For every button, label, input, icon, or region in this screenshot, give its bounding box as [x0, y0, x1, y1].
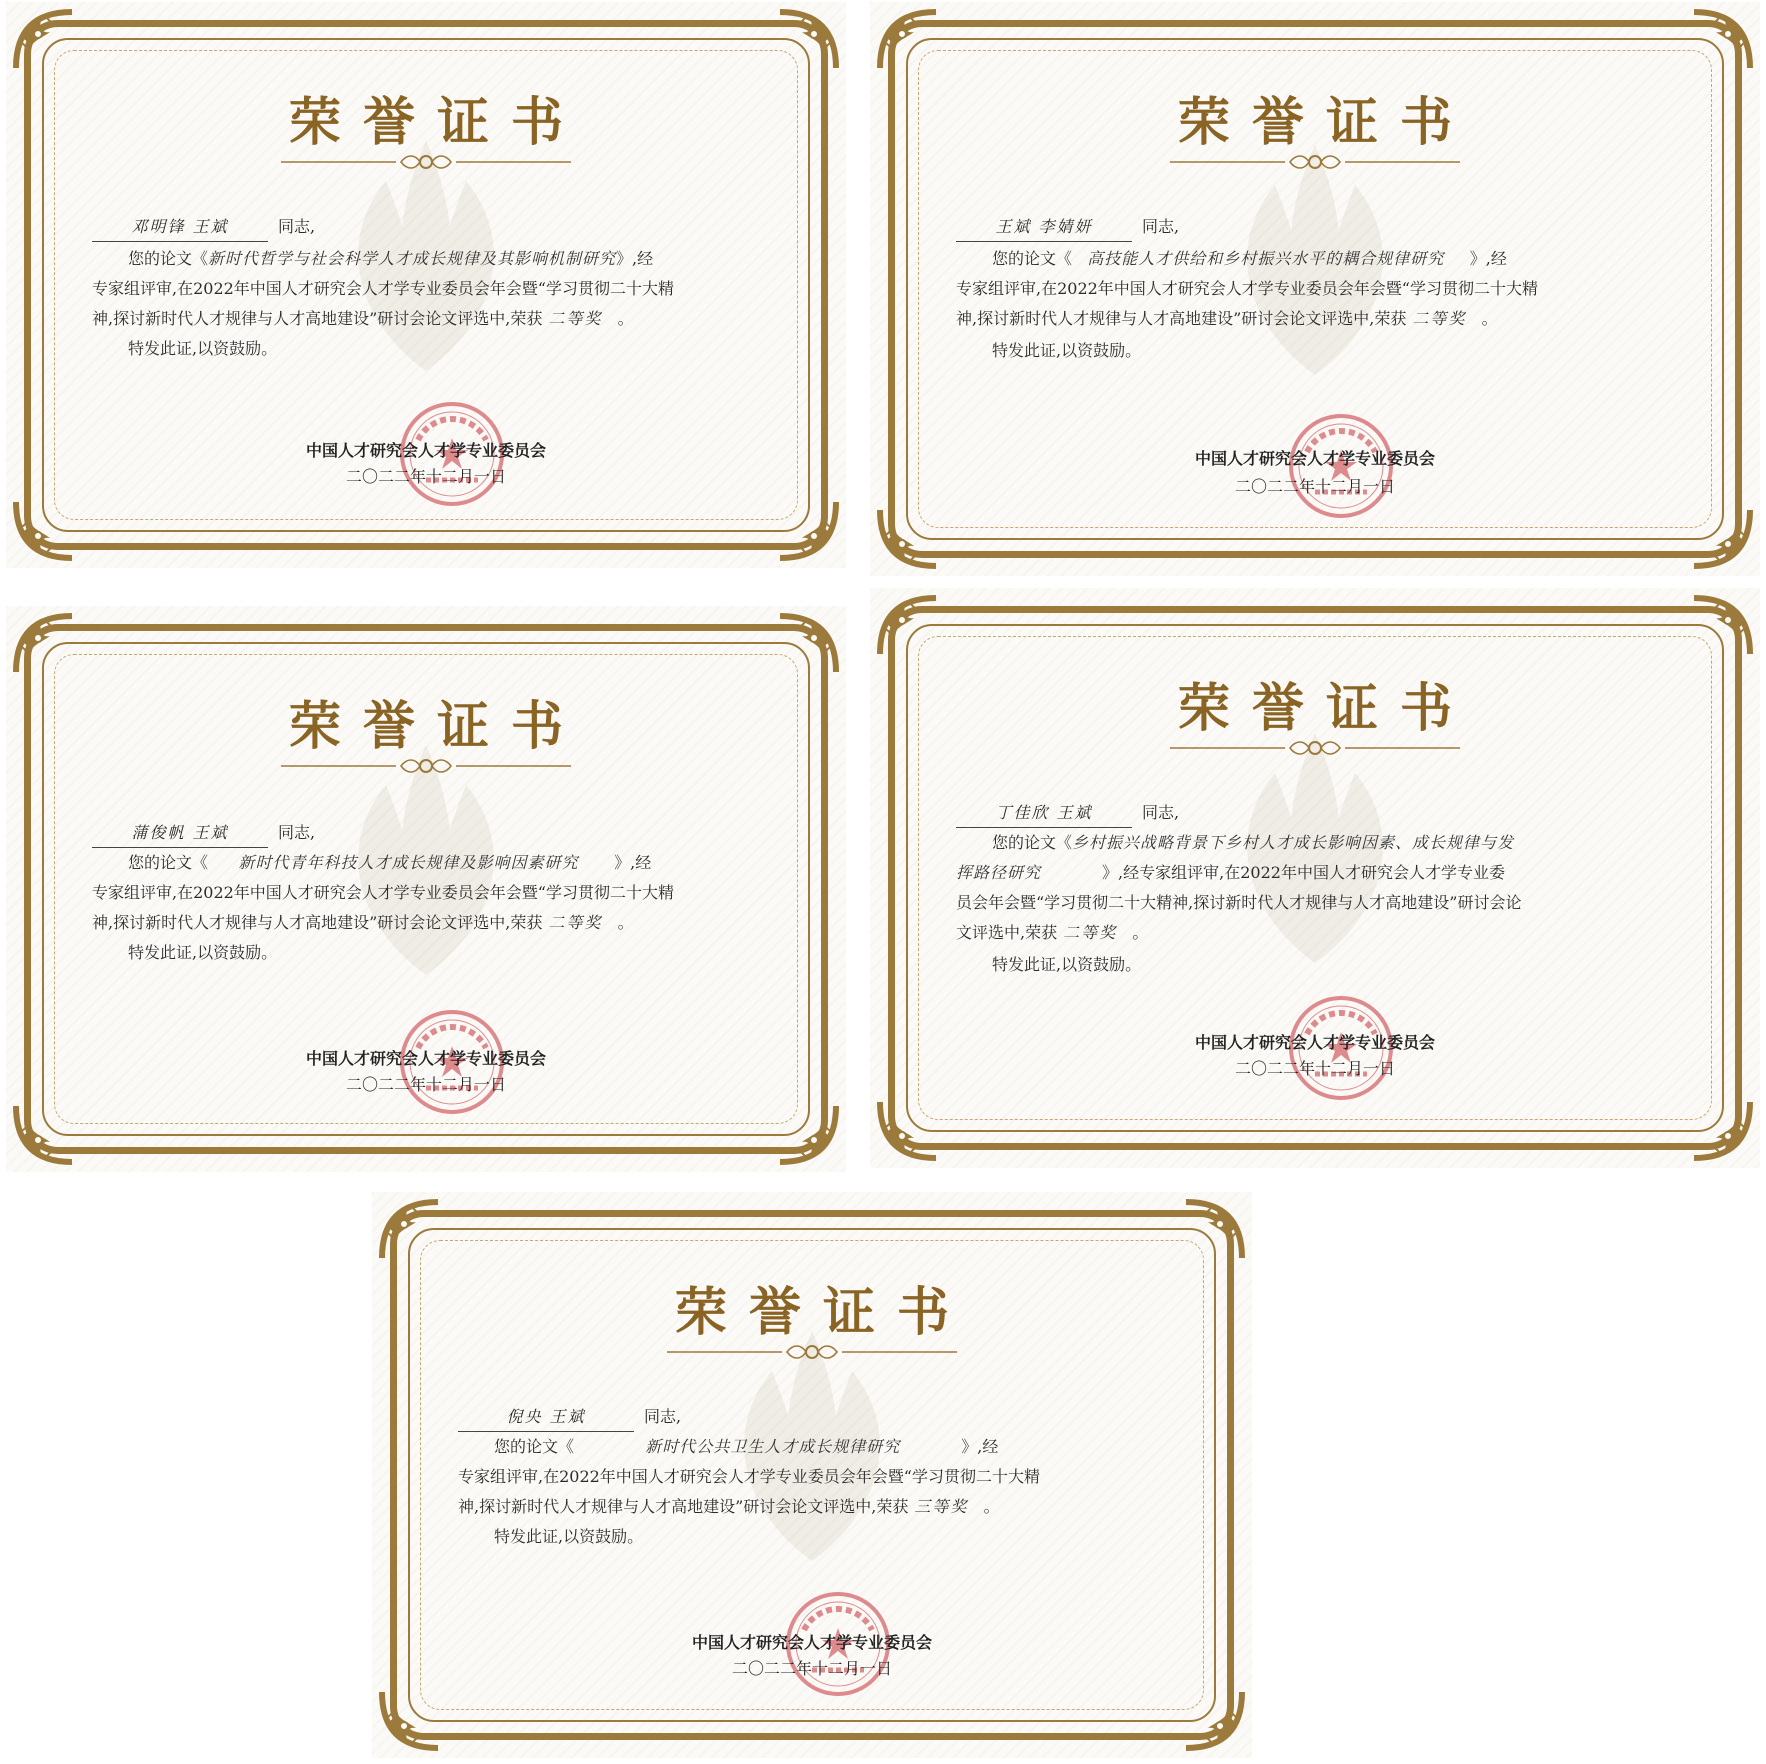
closing-line: 特发此证,以资鼓励。	[128, 943, 278, 962]
issue-date: 二〇二二年十二月一日	[731, 1659, 892, 1678]
recipient-names: 丁佳欣 王斌	[956, 798, 1132, 828]
recipient-line	[956, 798, 1684, 828]
award-level: 三等奖	[914, 1497, 969, 1516]
paper-line	[92, 848, 770, 877]
certificate-title: 荣誉证书	[674, 1282, 971, 1343]
paper-prefix: 您的论文《	[992, 249, 1073, 268]
paper-suffix: 》,经	[1469, 249, 1507, 268]
body-line: 神,探讨新时代人才规律与人才高地建设”研讨会论文评选中,荣获	[458, 1497, 909, 1516]
period: 。	[617, 309, 634, 328]
award-level: 二等奖	[1063, 923, 1118, 942]
salutation: 同志,	[1142, 803, 1180, 822]
recipient-line	[956, 212, 1684, 242]
title-ornament-rule	[667, 1342, 957, 1362]
corner-ornament-icon	[1182, 1198, 1246, 1262]
salutation: 同志,	[644, 1407, 682, 1426]
issuing-organization: 中国人才研究会人才学专业委员会	[305, 441, 546, 460]
paper-suffix: 》,经专家组评审,在2022年中国人才研究会人才学专业委	[1102, 863, 1505, 882]
paper-title: 新时代青年科技人才成长规律及影响因素研究	[238, 853, 579, 872]
corner-ornament-icon	[876, 1098, 940, 1162]
certificate-title: 荣誉证书	[1177, 92, 1474, 153]
body-line: 文评选中,荣获	[956, 923, 1058, 942]
salutation: 同志,	[278, 823, 316, 842]
corner-ornament-icon	[1690, 1098, 1754, 1162]
corner-ornament-icon	[378, 1688, 442, 1752]
closing-line: 特发此证,以资鼓励。	[494, 1527, 644, 1546]
paper-title: 高技能人才供给和乡村振兴水平的耦合规律研究	[1087, 249, 1445, 268]
award-line	[92, 908, 770, 937]
certificate-title: 荣誉证书	[288, 696, 585, 757]
paper-prefix: 您的论文《	[494, 1437, 575, 1456]
title-ornament-rule	[1170, 738, 1460, 758]
body-line: 专家组评审,在2022年中国人才研究会人才学专业委员会年会暨“学习贯彻二十大精	[458, 1467, 1040, 1486]
paper-title-continued: 挥路径研究	[956, 863, 1042, 882]
recipient-names: 倪央 王斌	[458, 1402, 634, 1432]
paper-prefix: 您的论文《	[992, 833, 1073, 852]
period: 。	[1481, 309, 1498, 328]
certificate-3	[6, 606, 846, 1172]
certificate-4	[870, 588, 1760, 1168]
corner-ornament-icon	[776, 8, 840, 72]
body-line: 神,探讨新时代人才规律与人才高地建设”研讨会论文评选中,荣获	[92, 309, 543, 328]
paper-line	[956, 828, 1684, 857]
recipient-line	[92, 818, 770, 848]
recipient-names: 蒲俊帆 王斌	[92, 818, 268, 848]
recipient-line	[458, 1402, 1176, 1432]
body-line: 神,探讨新时代人才规律与人才高地建设”研讨会论文评选中,荣获	[92, 913, 543, 932]
paper-line	[458, 1432, 1176, 1461]
paper-line	[956, 244, 1684, 273]
certificate-title: 荣誉证书	[288, 92, 585, 153]
closing-line: 特发此证,以资鼓励。	[992, 955, 1142, 974]
issue-date: 二〇二二年十二月一日	[1234, 1059, 1395, 1078]
paper-title: 新时代哲学与社会科学人才成长规律及其影响机制研究	[208, 249, 617, 268]
corner-ornament-icon	[12, 498, 76, 562]
paper-title: 新时代公共卫生人才成长规律研究	[645, 1437, 901, 1456]
salutation: 同志,	[278, 217, 316, 236]
body-line: 专家组评审,在2022年中国人才研究会人才学专业委员会年会暨“学习贯彻二十大精	[92, 883, 674, 902]
award-line	[956, 918, 1684, 947]
issuing-organization: 中国人才研究会人才学专业委员会	[1194, 1033, 1435, 1052]
corner-ornament-icon	[1690, 8, 1754, 72]
corner-ornament-icon	[12, 612, 76, 676]
corner-ornament-icon	[1182, 1688, 1246, 1752]
corner-ornament-icon	[1690, 506, 1754, 570]
award-level: 二等奖	[1412, 309, 1467, 328]
body-line: 神,探讨新时代人才规律与人才高地建设”研讨会论文评选中,荣获	[956, 309, 1407, 328]
recipient-names: 王斌 李婧妍	[956, 212, 1132, 242]
corner-ornament-icon	[776, 612, 840, 676]
paper-prefix: 您的论文《	[128, 853, 209, 872]
closing-line: 特发此证,以资鼓励。	[128, 339, 278, 358]
body-line: 专家组评审,在2022年中国人才研究会人才学专业委员会年会暨“学习贯彻二十大精	[956, 279, 1538, 298]
corner-ornament-icon	[876, 594, 940, 658]
closing-line: 特发此证,以资鼓励。	[992, 341, 1142, 360]
issuing-organization: 中国人才研究会人才学专业委员会	[305, 1049, 546, 1068]
paper-suffix: 》,经	[961, 1437, 999, 1456]
corner-ornament-icon	[776, 498, 840, 562]
issue-date: 二〇二二年十二月一日	[345, 1075, 506, 1094]
salutation: 同志,	[1142, 217, 1180, 236]
recipient-names: 邓明锋 王斌	[92, 212, 268, 242]
period: 。	[1132, 923, 1149, 942]
issue-date: 二〇二二年十二月一日	[345, 467, 506, 486]
corner-ornament-icon	[1690, 594, 1754, 658]
paper-suffix: 》,经	[614, 853, 652, 872]
corner-ornament-icon	[378, 1198, 442, 1262]
corner-ornament-icon	[876, 8, 940, 72]
title-ornament-rule	[1170, 152, 1460, 172]
title-ornament-rule	[281, 152, 571, 172]
corner-ornament-icon	[876, 506, 940, 570]
issue-date: 二〇二二年十二月一日	[1234, 477, 1395, 496]
period: 。	[617, 913, 634, 932]
body-line: 员会年会暨“学习贯彻二十大精神,探讨新时代人才规律与人才高地建设”研讨会论	[956, 893, 1522, 912]
body-line: 专家组评审,在2022年中国人才研究会人才学专业委员会年会暨“学习贯彻二十大精	[92, 279, 674, 298]
corner-ornament-icon	[776, 1102, 840, 1166]
paper-line	[92, 244, 770, 273]
award-level: 二等奖	[548, 913, 603, 932]
award-line	[458, 1492, 1176, 1521]
certificate-2	[870, 2, 1760, 576]
corner-ornament-icon	[12, 1102, 76, 1166]
award-line	[92, 304, 770, 333]
issuing-organization: 中国人才研究会人才学专业委员会	[691, 1633, 932, 1652]
certificate-1	[6, 2, 846, 568]
certificate-title: 荣誉证书	[1177, 678, 1474, 739]
paper-suffix: 》,经	[616, 249, 654, 268]
paper-prefix: 您的论文《	[128, 249, 209, 268]
paper-line-continued	[956, 858, 1684, 887]
period: 。	[983, 1497, 1000, 1516]
title-ornament-rule	[281, 756, 571, 776]
award-line	[956, 304, 1684, 333]
issuing-organization: 中国人才研究会人才学专业委员会	[1194, 449, 1435, 468]
corner-ornament-icon	[12, 8, 76, 72]
certificate-5	[372, 1192, 1252, 1758]
award-level: 二等奖	[548, 309, 603, 328]
paper-title: 乡村振兴战略背景下乡村人才成长影响因素、成长规律与发	[1072, 833, 1515, 852]
recipient-line	[92, 212, 770, 242]
